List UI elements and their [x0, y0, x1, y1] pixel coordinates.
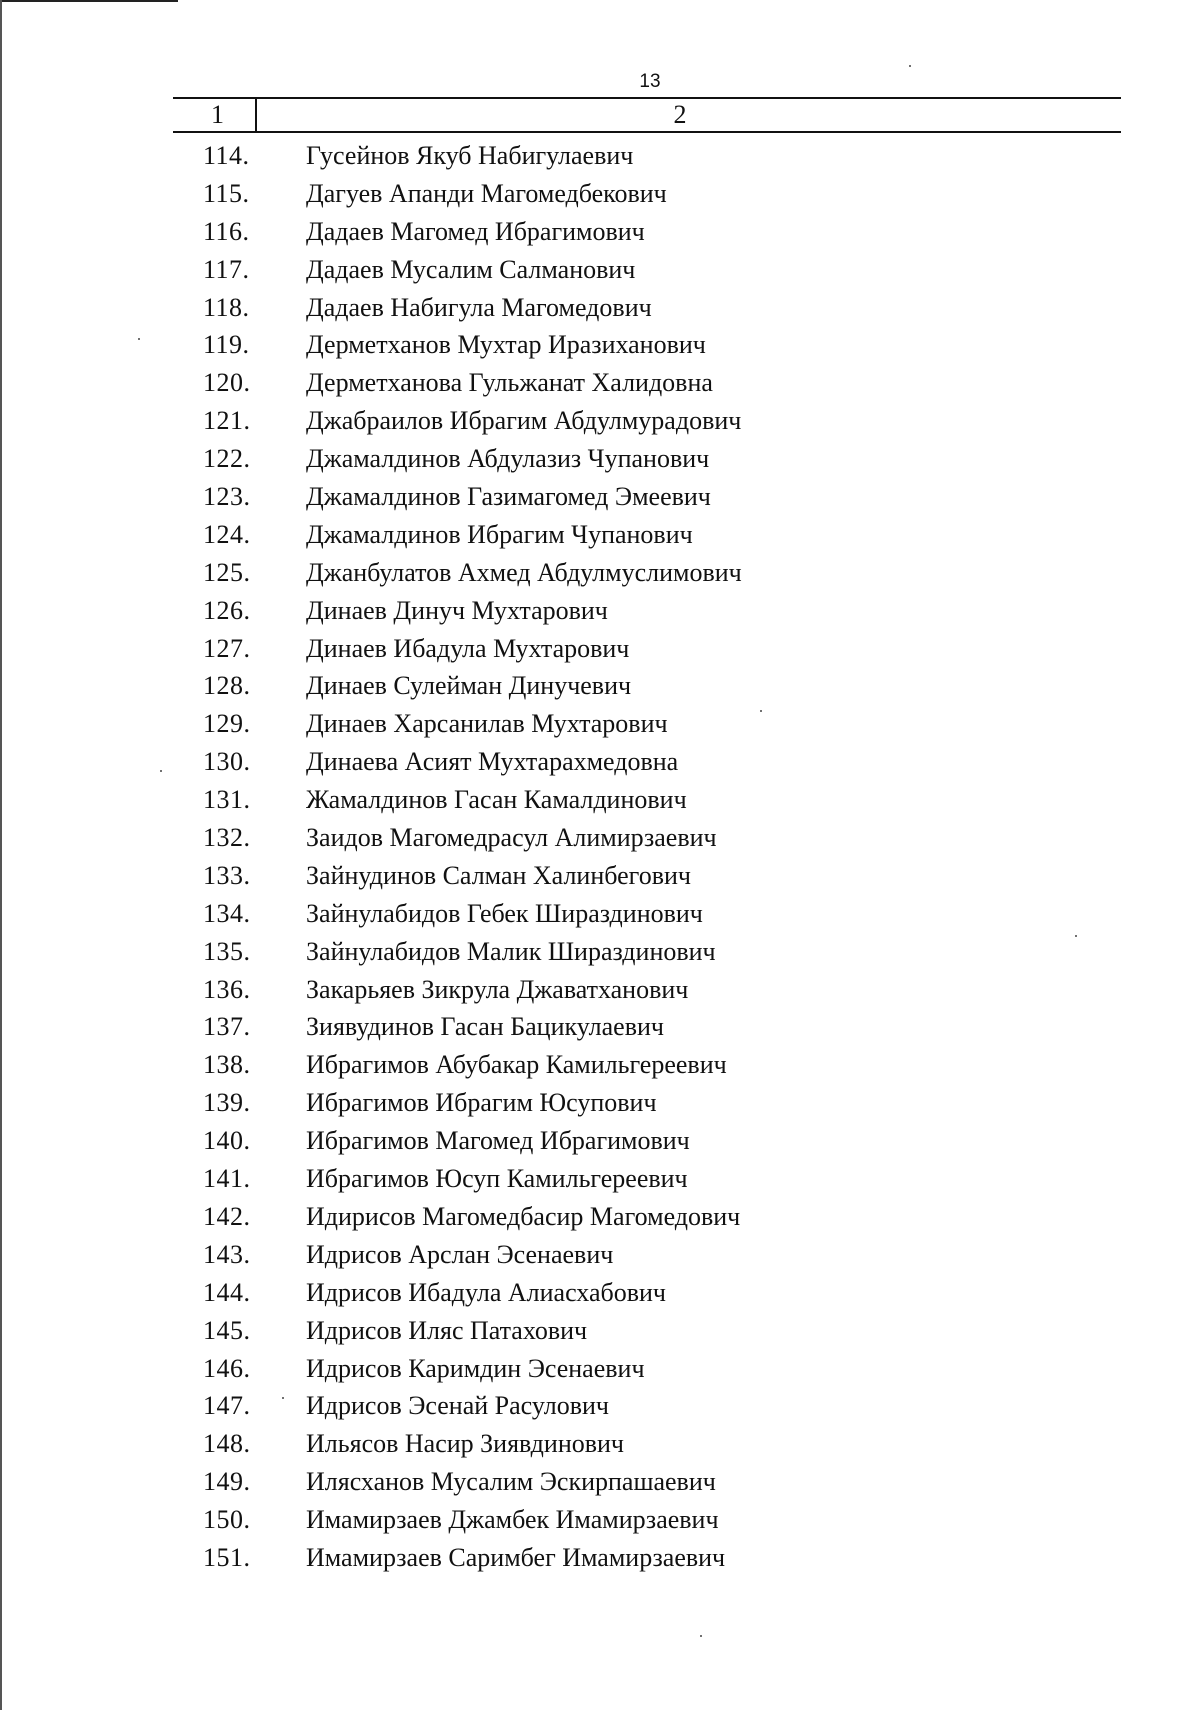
row-number: 146. [203, 1353, 251, 1383]
list-item [0, 1539, 1200, 1577]
list-item [0, 402, 1200, 440]
person-name: Жамалдинов Гасан Камалдинович [306, 785, 687, 815]
row-number: 121. [203, 406, 251, 436]
list-item [0, 630, 1200, 668]
table-header-col1: 1 [211, 100, 224, 129]
list-item [0, 478, 1200, 516]
name-list [0, 137, 1200, 1577]
row-number: 116. [203, 216, 250, 246]
scan-speck [282, 1397, 284, 1399]
person-name: Идрисов Эсенай Расулович [306, 1391, 609, 1421]
row-number: 131. [203, 785, 251, 815]
row-number: 129. [203, 709, 251, 739]
person-name: Джамалдинов Абдулазиз Чупанович [306, 444, 710, 474]
person-name: Идрисов Иляс Патахович [306, 1315, 588, 1345]
list-item [0, 554, 1200, 592]
list-item [0, 1312, 1200, 1350]
person-name: Дерметханов Мухтар Иразиханович [306, 330, 706, 360]
person-name: Динаев Харсанилав Мухтарович [306, 709, 668, 739]
row-number: 115. [203, 178, 250, 208]
list-item [0, 1198, 1200, 1236]
row-number: 148. [203, 1429, 251, 1459]
list-item [0, 1084, 1200, 1122]
row-number: 150. [203, 1505, 251, 1535]
person-name: Динаев Ибадула Мухтарович [306, 633, 630, 663]
person-name: Зиявудинов Гасан Бацикулаевич [306, 1012, 664, 1042]
row-number: 140. [203, 1126, 251, 1156]
list-item [0, 213, 1200, 251]
row-number: 135. [203, 936, 251, 966]
list-item [0, 933, 1200, 971]
row-number: 123. [203, 482, 251, 512]
column-divider [255, 97, 257, 132]
row-number: 139. [203, 1088, 251, 1118]
list-item [0, 857, 1200, 895]
row-number: 124. [203, 519, 251, 549]
list-item [0, 1046, 1200, 1084]
person-name: Ибрагимов Магомед Ибрагимович [306, 1126, 690, 1156]
scan-speck [760, 710, 762, 712]
person-name: Зайнулабидов Гебек Шираздинович [306, 898, 703, 928]
scan-speck [700, 1635, 702, 1637]
list-item [0, 251, 1200, 289]
person-name: Ибрагимов Юсуп Камильгереевич [306, 1164, 688, 1194]
row-number: 142. [203, 1201, 251, 1231]
person-name: Дадаев Магомед Ибрагимович [306, 216, 645, 246]
row-number: 136. [203, 974, 251, 1004]
scan-edge-top [0, 0, 178, 2]
list-item [0, 592, 1200, 630]
person-name: Илясханов Мусалим Эскирпашаевич [306, 1467, 716, 1497]
list-item [0, 743, 1200, 781]
table-top-rule [173, 97, 1121, 99]
list-item [0, 516, 1200, 554]
scan-speck [160, 770, 162, 772]
list-item [0, 819, 1200, 857]
row-number: 133. [203, 860, 251, 890]
row-number: 134. [203, 898, 251, 928]
list-item [0, 895, 1200, 933]
list-item [0, 705, 1200, 743]
person-name: Дерметханова Гульжанат Халидовна [306, 368, 713, 398]
person-name: Джанбулатов Ахмед Абдулмуслимович [306, 557, 742, 587]
person-name: Динаева Асият Мухтарахмедовна [306, 747, 679, 777]
list-item [0, 1501, 1200, 1539]
scan-speck [909, 65, 911, 67]
person-name: Дагуев Апанди Магомедбекович [306, 178, 667, 208]
row-number: 143. [203, 1239, 251, 1269]
row-number: 120. [203, 368, 251, 398]
person-name: Идрисов Арслан Эсенаевич [306, 1239, 614, 1269]
list-item [0, 137, 1200, 175]
row-number: 149. [203, 1467, 251, 1497]
list-item [0, 1236, 1200, 1274]
list-item [0, 1160, 1200, 1198]
scan-speck [138, 338, 140, 340]
list-item [0, 1350, 1200, 1388]
list-item [0, 289, 1200, 327]
row-number: 114. [203, 141, 250, 170]
row-number: 125. [203, 557, 251, 587]
row-number: 137. [203, 1012, 251, 1042]
list-item [0, 971, 1200, 1009]
person-name: Динаев Сулейман Динучевич [306, 671, 632, 701]
row-number: 144. [203, 1277, 251, 1307]
person-name: Идрисов Ибадула Алиасхабович [306, 1277, 666, 1307]
person-name: Имамирзаев Саримбег Имамирзаевич [306, 1542, 726, 1572]
person-name: Дадаев Мусалим Салманович [306, 254, 636, 284]
person-name: Гусейнов Якуб Набигулаевич [306, 141, 634, 170]
list-item [0, 440, 1200, 478]
row-number: 141. [203, 1164, 251, 1194]
list-item [0, 1463, 1200, 1501]
row-number: 117. [203, 254, 250, 284]
row-number: 127. [203, 633, 251, 663]
table-header-col2: 2 [673, 100, 687, 129]
person-name: Закарьяев Зикрула Джаватханович [306, 974, 689, 1004]
person-name: Джамалдинов Газимагомед Эмеевич [306, 482, 711, 512]
person-name: Ибрагимов Ибрагим Юсупович [306, 1088, 657, 1118]
row-number: 138. [203, 1050, 251, 1080]
row-number: 126. [203, 595, 251, 625]
list-item [0, 1122, 1200, 1160]
table-header-rule [173, 131, 1121, 133]
row-number: 122. [203, 444, 251, 474]
person-name: Ибрагимов Абубакар Камильгереевич [306, 1050, 727, 1080]
person-name: Заидов Магомедрасул Алимирзаевич [306, 823, 717, 853]
person-name: Зайнудинов Салман Халинбегович [306, 860, 691, 890]
row-number: 147. [203, 1391, 251, 1421]
person-name: Джамалдинов Ибрагим Чупанович [306, 519, 693, 549]
scan-speck [1075, 935, 1077, 937]
list-item [0, 1274, 1200, 1312]
person-name: Ильясов Насир Зиявдинович [306, 1429, 625, 1459]
list-item [0, 326, 1200, 364]
row-number: 118. [203, 292, 250, 322]
page-number: 13 [639, 71, 661, 92]
person-name: Дадаев Набигула Магомедович [306, 292, 652, 322]
row-number: 151. [203, 1542, 251, 1572]
row-number: 130. [203, 747, 251, 777]
list-item [0, 781, 1200, 819]
list-item [0, 1008, 1200, 1046]
person-name: Зайнулабидов Малик Шираздинович [306, 936, 716, 966]
list-item [0, 1387, 1200, 1425]
person-name: Идирисов Магомедбасир Магомедович [306, 1201, 741, 1231]
person-name: Имамирзаев Джамбек Имамирзаевич [306, 1505, 719, 1535]
person-name: Идрисов Каримдин Эсенаевич [306, 1353, 645, 1383]
row-number: 119. [203, 330, 250, 360]
row-number: 128. [203, 671, 251, 701]
row-number: 145. [203, 1315, 251, 1345]
row-number: 132. [203, 823, 251, 853]
list-item [0, 1425, 1200, 1463]
list-item [0, 364, 1200, 402]
list-item [0, 667, 1200, 705]
person-name: Динаев Динуч Мухтарович [306, 595, 608, 625]
person-name: Джабраилов Ибрагим Абдулмурадович [306, 406, 742, 436]
list-item [0, 175, 1200, 213]
